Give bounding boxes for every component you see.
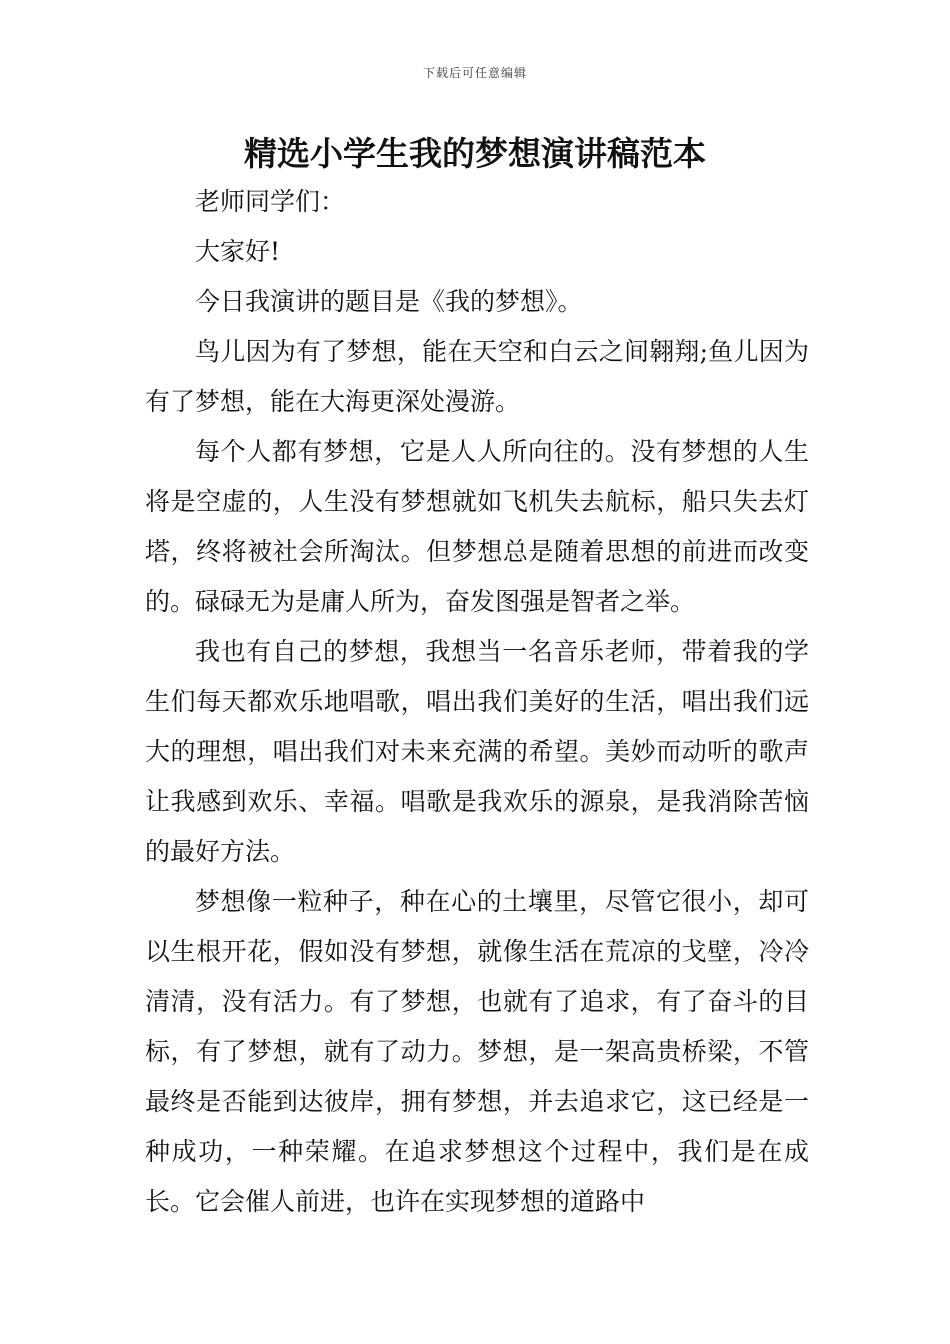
header-note: 下载后可任意编辑 [422,66,527,80]
paragraph: 每个人都有梦想，它是人人所向往的。没有梦想的人生将是空虚的，人生没有梦想就如飞机失去航标，船只失去灯塔，终将被社会所淘汰。但梦想总是随着思想的前进而改变的。碌碌无为是庸人所为，奋发图强是智者之举。 [145,437,809,616]
paragraph-salutation: 老师同学们： [195,187,346,216]
paragraph-greeting: 大家好! [195,237,281,266]
paragraph: 鸟儿因为有了梦想，能在天空和白云之间翱翔;鱼儿因为有了梦想，能在大海更深处漫游。 [145,337,809,416]
document-title: 精选小学生我的梦想演讲稿范本 [244,134,706,173]
paragraph: 我也有自己的梦想，我想当一名音乐老师，带着我的学生们每天都欢乐地唱歌，唱出我们美好的生活，唱出我们远大的理想，唱出我们对未来充满的希望。美妙而动听的歌声让我感到欢乐、幸福。唱歌是我欢乐的源泉，是我消除苦恼的最好方法。 [145,637,809,866]
paragraph: 梦想像一粒种子，种在心的土壤里，尽管它很小，却可以生根开花，假如没有梦想，就像生活在荒凉的戈壁，冷冷清清，没有活力。有了梦想，也就有了追求，有了奋斗的目标，有了梦想，就有了动力。梦想，是一架高贵桥梁，不管最终是否能到达彼岸，拥有梦想，并去追求它，这已经是一种成功，一种荣耀。在追求梦想这个过程中，我们是在成长。它会催人前进，也许在实现梦想的道路中 [145,887,809,1216]
paragraph-topic: 今日我演讲的题目是《我的梦想》。 [195,287,583,316]
document-body [145,177,809,1227]
